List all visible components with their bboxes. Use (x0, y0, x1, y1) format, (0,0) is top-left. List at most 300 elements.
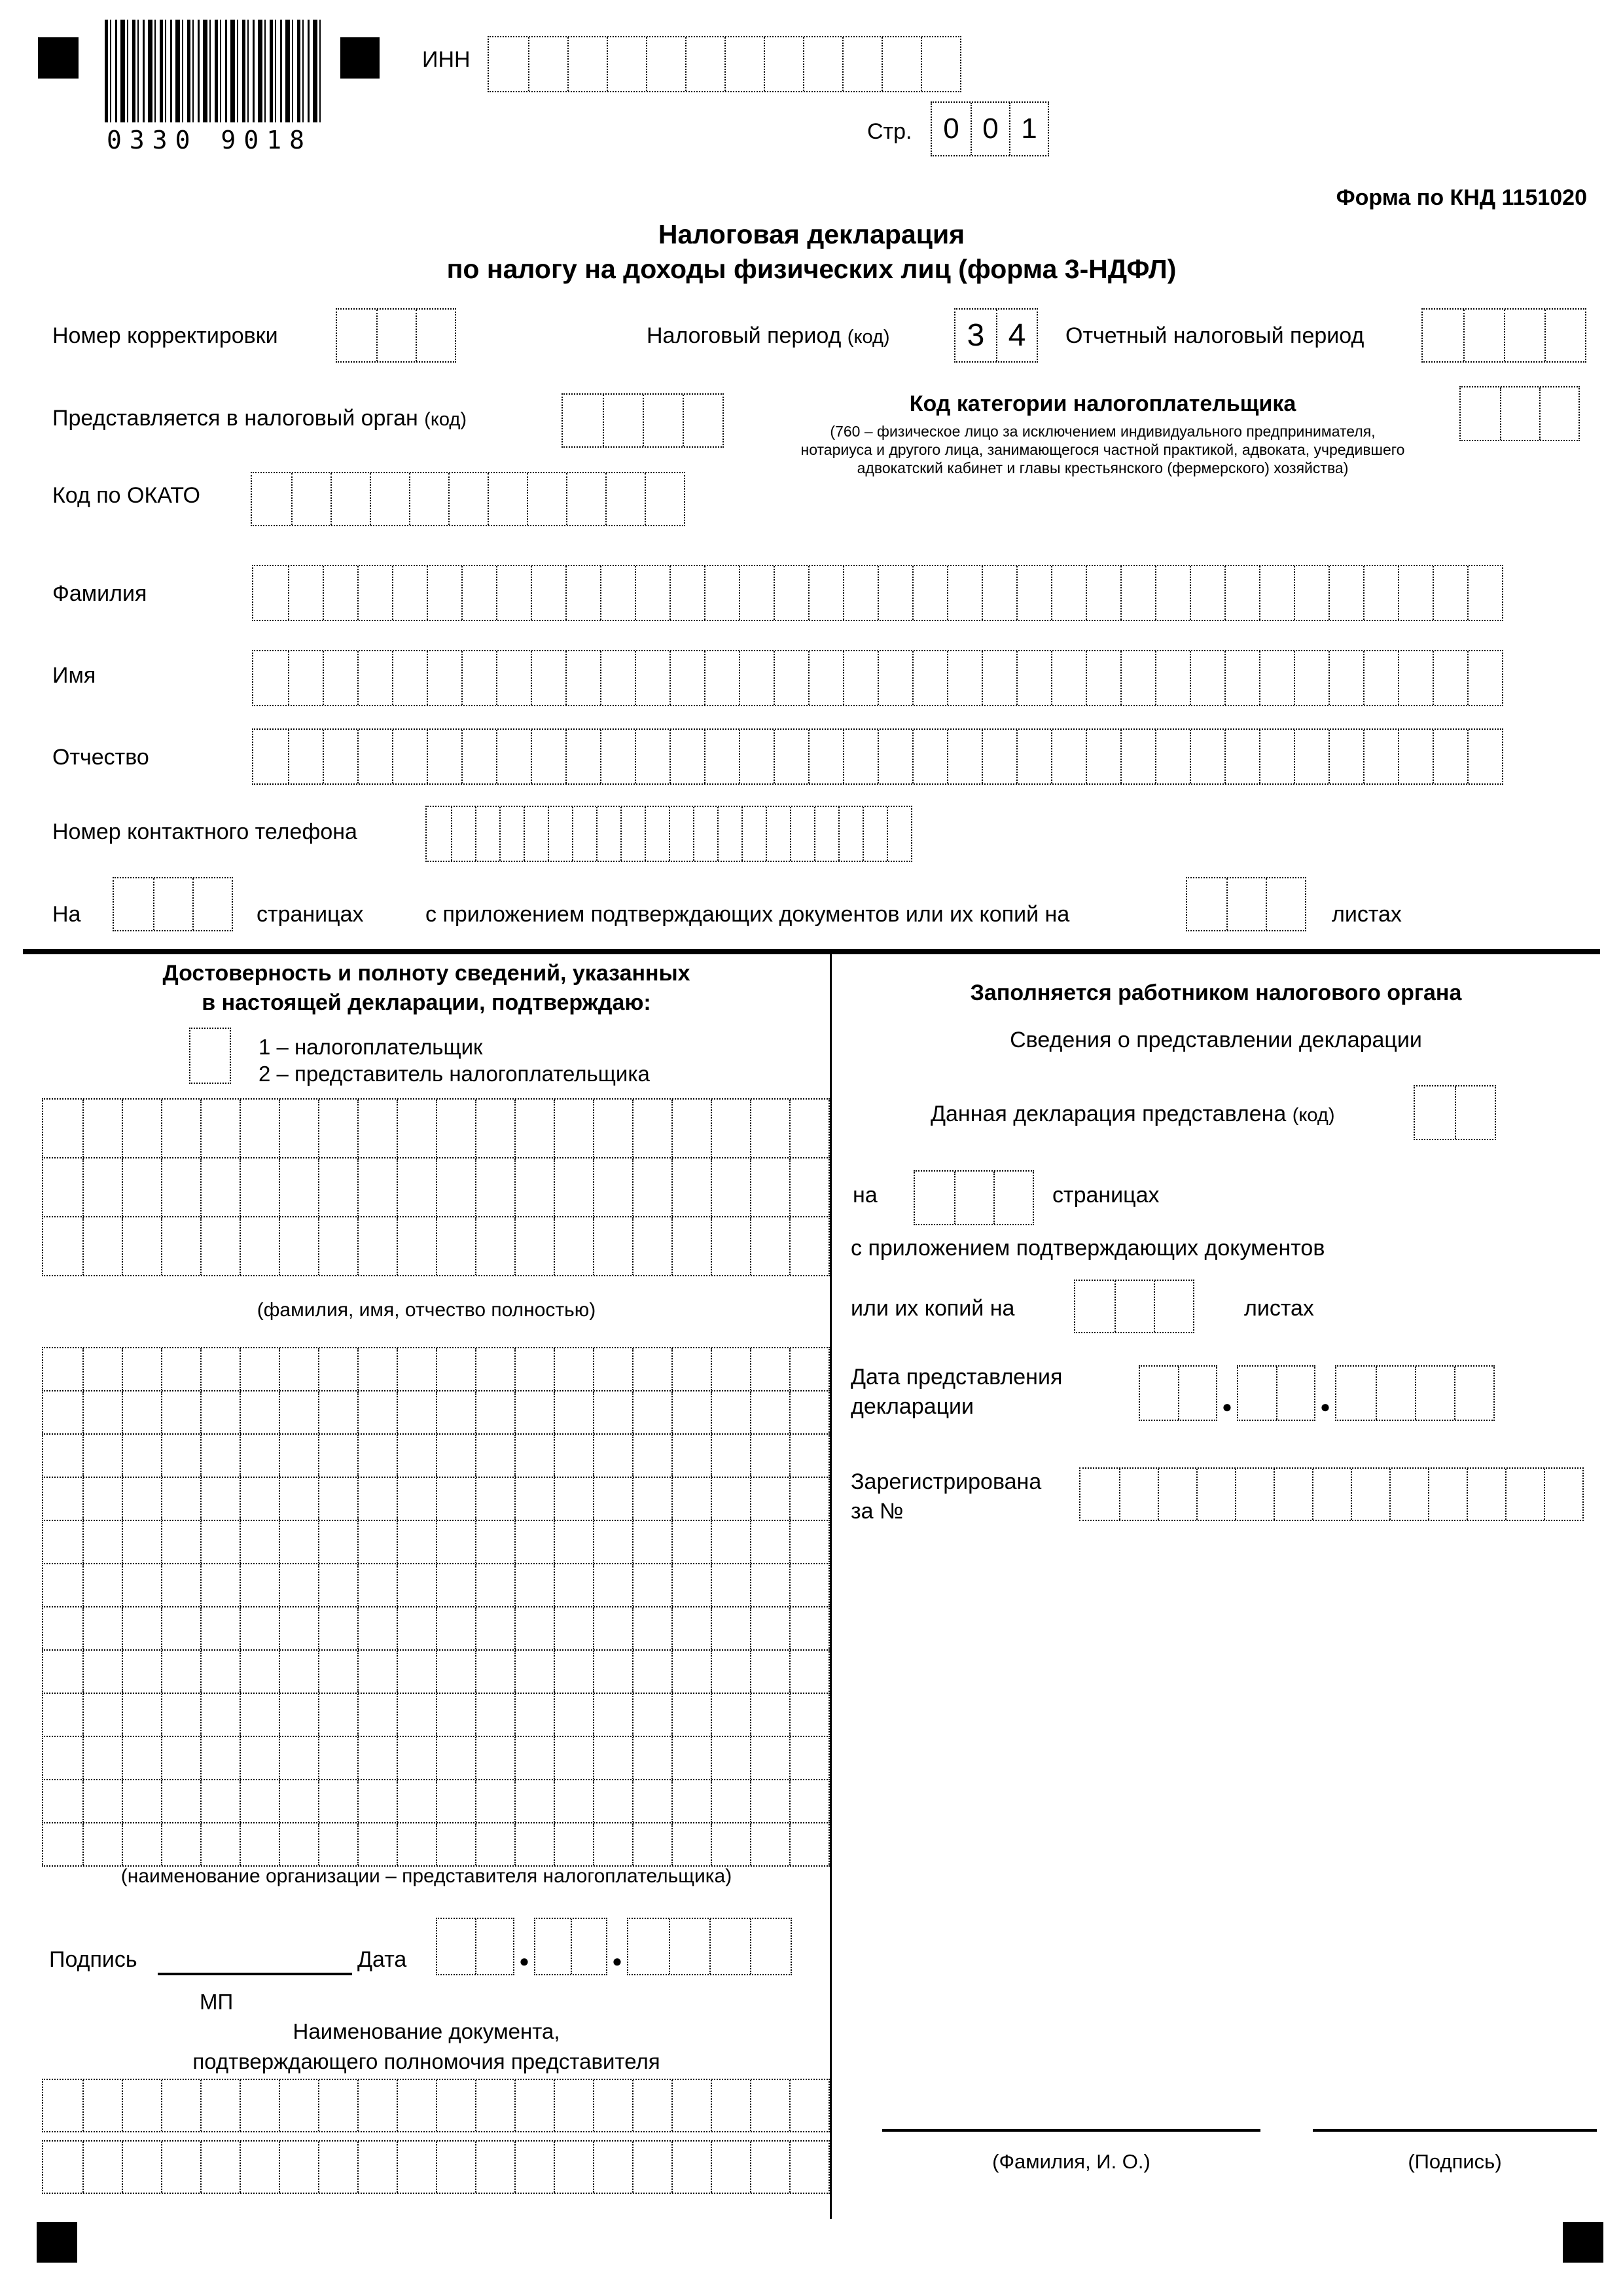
input-cell[interactable] (632, 1521, 671, 1563)
input-cell[interactable] (643, 395, 683, 446)
input-cell[interactable] (671, 1217, 711, 1275)
input-cell[interactable] (318, 1100, 357, 1157)
input-cell[interactable] (750, 1919, 791, 1974)
input-cell[interactable] (436, 1607, 475, 1649)
input-cell[interactable] (632, 1823, 671, 1865)
input-cell[interactable] (554, 2080, 593, 2131)
input-cell[interactable] (436, 1780, 475, 1822)
input-cell[interactable] (671, 1100, 711, 1157)
input-cell[interactable] (240, 1780, 279, 1822)
input-cell[interactable] (427, 651, 461, 705)
input-cell[interactable] (397, 1435, 436, 1477)
input-cell[interactable] (1294, 730, 1329, 783)
input-cell[interactable] (741, 807, 766, 861)
input-cell[interactable] (1428, 1469, 1467, 1520)
input-cell[interactable] (1539, 387, 1578, 440)
input-cell[interactable] (750, 2080, 789, 2131)
input-cell[interactable] (750, 1348, 789, 1390)
input-cell[interactable] (1415, 1086, 1455, 1139)
input-cell[interactable] (43, 1435, 82, 1477)
input-cell[interactable] (620, 807, 645, 861)
input-cell[interactable] (1433, 651, 1467, 705)
input-cell[interactable] (122, 1391, 161, 1433)
input-cell[interactable] (750, 1607, 789, 1649)
input-cell[interactable] (531, 651, 565, 705)
input-cell[interactable] (496, 651, 531, 705)
input-cell[interactable] (161, 1651, 200, 1693)
input-cell[interactable] (789, 2080, 829, 2131)
input-cell[interactable] (200, 1823, 240, 1865)
input-cell[interactable] (122, 1217, 161, 1275)
input-cell[interactable] (1075, 1281, 1115, 1332)
input-cell[interactable] (43, 2142, 82, 2193)
input-cell[interactable] (947, 730, 982, 783)
input-cell[interactable] (750, 1823, 789, 1865)
input-cell[interactable] (291, 473, 330, 525)
input-cell[interactable] (593, 1217, 632, 1275)
input-cell[interactable]: 4 (996, 310, 1037, 361)
input-cell[interactable] (323, 730, 357, 783)
input-cell[interactable] (671, 1158, 711, 1216)
input-cell[interactable] (397, 1391, 436, 1433)
input-cell[interactable] (750, 1737, 789, 1779)
input-cell[interactable] (357, 1823, 397, 1865)
input-cell[interactable]: 3 (967, 318, 985, 353)
input-cell[interactable] (240, 1217, 279, 1275)
input-cell[interactable] (1178, 1367, 1216, 1420)
input-cell[interactable] (982, 730, 1016, 783)
input-cell[interactable] (1016, 566, 1051, 620)
input-cell[interactable] (392, 730, 427, 783)
input-cell[interactable] (1119, 1469, 1158, 1520)
input-cell[interactable] (200, 1737, 240, 1779)
input-cell[interactable] (357, 1607, 397, 1649)
input-cell[interactable] (475, 2142, 514, 2193)
input-cell[interactable] (632, 1391, 671, 1433)
input-cell[interactable] (436, 1823, 475, 1865)
input-cell[interactable] (671, 1521, 711, 1563)
input-cell[interactable] (357, 651, 392, 705)
input-cell[interactable] (200, 1158, 240, 1216)
input-cell[interactable] (475, 1823, 514, 1865)
input-cell[interactable]: 0 (943, 113, 959, 145)
input-cell[interactable] (436, 2142, 475, 2193)
input-cell[interactable] (357, 1737, 397, 1779)
input-cell[interactable] (161, 1348, 200, 1390)
input-cell[interactable] (200, 1100, 240, 1157)
input-cell[interactable] (1016, 651, 1051, 705)
input-cell[interactable] (397, 1651, 436, 1693)
input-cell[interactable] (750, 1217, 789, 1275)
input-cell[interactable] (1433, 566, 1467, 620)
input-cell[interactable] (475, 1521, 514, 1563)
input-cell[interactable] (645, 473, 684, 525)
input-cell[interactable] (593, 1391, 632, 1433)
input-cell[interactable] (499, 807, 524, 861)
input-cell[interactable] (671, 1780, 711, 1822)
input-cell[interactable] (528, 37, 567, 91)
input-cell[interactable] (122, 1607, 161, 1649)
input-cell[interactable] (240, 2080, 279, 2131)
input-cell[interactable] (240, 1158, 279, 1216)
input-cell[interactable] (122, 1158, 161, 1216)
input-cell[interactable] (279, 1823, 318, 1865)
input-cell[interactable] (1454, 1367, 1493, 1420)
input-cell[interactable] (711, 1780, 750, 1822)
input-cell[interactable] (912, 566, 947, 620)
input-cell[interactable] (1294, 566, 1329, 620)
input-cell[interactable] (318, 1348, 357, 1390)
input-cell[interactable] (711, 1737, 750, 1779)
input-cell[interactable] (43, 2080, 82, 2131)
input-cell[interactable] (448, 473, 488, 525)
input-cell[interactable] (82, 1348, 122, 1390)
input-cell[interactable] (554, 1607, 593, 1649)
input-cell[interactable] (240, 1564, 279, 1606)
input-cell[interactable] (397, 1217, 436, 1275)
input-cell[interactable] (593, 1100, 632, 1157)
input-cell[interactable] (190, 1029, 230, 1083)
input-cell[interactable] (475, 807, 499, 861)
input-cell[interactable] (357, 566, 392, 620)
input-cell[interactable] (357, 1780, 397, 1822)
input-cell[interactable] (318, 1564, 357, 1606)
input-cell[interactable] (1259, 566, 1294, 620)
input-cell[interactable] (711, 1823, 750, 1865)
input-cell[interactable] (671, 1391, 711, 1433)
input-cell[interactable] (596, 807, 620, 861)
input-cell[interactable] (475, 1435, 514, 1477)
input-cell[interactable] (357, 1435, 397, 1477)
input-cell[interactable] (43, 1823, 82, 1865)
input-cell[interactable] (357, 1391, 397, 1433)
input-cell[interactable] (750, 2142, 789, 2193)
input-cell[interactable] (554, 1391, 593, 1433)
input-cell[interactable] (789, 1651, 829, 1693)
input-cell[interactable] (397, 1694, 436, 1736)
input-cell[interactable] (337, 310, 376, 361)
input-cell[interactable] (43, 1651, 82, 1693)
input-cell[interactable] (683, 395, 722, 446)
input-cell[interactable] (711, 1694, 750, 1736)
input-cell[interactable] (789, 1694, 829, 1736)
input-cell[interactable] (1086, 651, 1120, 705)
input-cell[interactable] (514, 1100, 554, 1157)
input-cell[interactable] (397, 1521, 436, 1563)
input-cell[interactable] (531, 730, 565, 783)
input-cell[interactable] (200, 1521, 240, 1563)
input-cell[interactable] (161, 1158, 200, 1216)
input-cell[interactable] (704, 651, 739, 705)
input-cell[interactable] (279, 1100, 318, 1157)
input-cell[interactable] (993, 1172, 1033, 1224)
input-cell[interactable] (1455, 1086, 1495, 1139)
input-cell[interactable] (475, 1780, 514, 1822)
input-cell[interactable] (1398, 566, 1433, 620)
input-cell[interactable] (318, 1158, 357, 1216)
input-cell[interactable] (693, 807, 717, 861)
input-cell[interactable] (330, 473, 370, 525)
input-cell[interactable] (789, 1780, 829, 1822)
input-cell[interactable] (43, 1564, 82, 1606)
input-cell[interactable] (514, 1435, 554, 1477)
input-cell[interactable] (514, 1478, 554, 1520)
input-cell[interactable] (593, 1823, 632, 1865)
input-cell[interactable] (593, 1564, 632, 1606)
input-cell[interactable] (711, 2080, 750, 2131)
input-cell[interactable] (838, 807, 863, 861)
input-cell[interactable] (1226, 878, 1266, 930)
input-cell[interactable] (1190, 651, 1224, 705)
input-cell[interactable] (632, 2080, 671, 2131)
input-cell[interactable] (200, 2080, 240, 2131)
input-cell[interactable] (514, 1348, 554, 1390)
input-cell[interactable] (1190, 730, 1224, 783)
input-cell[interactable] (279, 1780, 318, 1822)
input-cell[interactable] (436, 1158, 475, 1216)
input-cell[interactable] (671, 1478, 711, 1520)
input-cell[interactable] (954, 1172, 993, 1224)
input-cell[interactable] (1276, 1367, 1314, 1420)
input-cell[interactable] (514, 1694, 554, 1736)
input-cell[interactable] (789, 1607, 829, 1649)
input-cell[interactable] (376, 310, 416, 361)
input-cell[interactable] (1051, 566, 1086, 620)
input-cell[interactable] (789, 1435, 829, 1477)
input-cell[interactable] (475, 1919, 513, 1974)
input-cell[interactable] (240, 1100, 279, 1157)
input-cell[interactable] (475, 2080, 514, 2131)
input-cell[interactable] (43, 1217, 82, 1275)
input-cell[interactable] (750, 1158, 789, 1216)
input-cell[interactable] (1190, 566, 1224, 620)
input-cell[interactable] (427, 730, 461, 783)
input-cell[interactable] (669, 730, 704, 783)
input-cell[interactable] (1051, 730, 1086, 783)
input-cell[interactable] (739, 730, 774, 783)
input-cell[interactable] (789, 2142, 829, 2193)
input-cell[interactable] (814, 807, 838, 861)
input-cell[interactable] (475, 1100, 514, 1157)
input-cell[interactable] (554, 1521, 593, 1563)
input-cell[interactable] (554, 1478, 593, 1520)
input-cell[interactable] (600, 730, 635, 783)
input-cell[interactable] (122, 1694, 161, 1736)
input-cell[interactable] (82, 1737, 122, 1779)
input-cell[interactable] (240, 1823, 279, 1865)
input-cell[interactable] (632, 1564, 671, 1606)
input-cell[interactable] (1336, 1367, 1376, 1420)
input-cell[interactable] (240, 1694, 279, 1736)
input-cell[interactable] (279, 1348, 318, 1390)
input-cell[interactable] (122, 1564, 161, 1606)
input-cell[interactable] (357, 1217, 397, 1275)
input-cell[interactable] (475, 1391, 514, 1433)
input-cell[interactable] (397, 1478, 436, 1520)
input-cell[interactable] (161, 1780, 200, 1822)
input-cell[interactable] (1398, 730, 1433, 783)
input-cell[interactable] (600, 566, 635, 620)
input-cell[interactable] (318, 1217, 357, 1275)
input-cell[interactable] (43, 1478, 82, 1520)
input-cell[interactable] (43, 1694, 82, 1736)
input-cell[interactable] (161, 1391, 200, 1433)
input-cell[interactable] (397, 1564, 436, 1606)
input-cell[interactable] (357, 2080, 397, 2131)
input-cell[interactable] (153, 878, 192, 930)
input-cell[interactable] (717, 807, 741, 861)
officer-signature-line[interactable] (1313, 2129, 1597, 2132)
input-cell[interactable] (357, 1348, 397, 1390)
input-cell[interactable] (82, 1564, 122, 1606)
input-cell[interactable] (1224, 566, 1259, 620)
input-cell[interactable] (161, 1737, 200, 1779)
input-cell[interactable] (750, 1435, 789, 1477)
input-cell[interactable] (535, 1919, 571, 1974)
input-cell[interactable] (318, 1651, 357, 1693)
input-cell[interactable] (82, 1435, 122, 1477)
input-cell[interactable] (318, 1607, 357, 1649)
input-cell[interactable] (82, 1100, 122, 1157)
input-cell[interactable] (436, 1737, 475, 1779)
input-cell[interactable] (43, 1521, 82, 1563)
input-cell[interactable] (764, 37, 803, 91)
input-cell[interactable] (632, 1478, 671, 1520)
input-cell[interactable] (1500, 387, 1539, 440)
input-cell[interactable] (397, 1780, 436, 1822)
input-cell[interactable] (600, 651, 635, 705)
input-cell[interactable] (318, 1435, 357, 1477)
input-cell[interactable] (1467, 651, 1502, 705)
input-cell[interactable] (436, 1521, 475, 1563)
input-cell[interactable] (632, 1100, 671, 1157)
input-cell[interactable] (789, 1391, 829, 1433)
input-cell[interactable] (279, 2080, 318, 2131)
input-cell[interactable] (240, 1607, 279, 1649)
input-cell[interactable] (593, 1737, 632, 1779)
input-cell[interactable] (279, 1521, 318, 1563)
input-cell[interactable] (635, 566, 669, 620)
input-cell[interactable] (114, 878, 153, 930)
input-cell[interactable] (750, 1100, 789, 1157)
input-cell[interactable] (566, 473, 605, 525)
input-cell[interactable] (279, 1435, 318, 1477)
input-cell[interactable] (1224, 730, 1259, 783)
input-cell[interactable] (632, 1780, 671, 1822)
input-cell[interactable] (1266, 878, 1305, 930)
input-cell[interactable] (357, 1521, 397, 1563)
input-cell[interactable] (671, 1564, 711, 1606)
input-cell[interactable] (357, 1478, 397, 1520)
input-cell[interactable] (593, 2142, 632, 2193)
input-cell[interactable] (711, 1435, 750, 1477)
input-cell[interactable] (878, 566, 912, 620)
input-cell[interactable] (82, 1391, 122, 1433)
input-cell[interactable] (1259, 651, 1294, 705)
input-cell[interactable] (161, 1478, 200, 1520)
input-cell[interactable] (803, 37, 842, 91)
input-cell[interactable] (397, 1100, 436, 1157)
input-cell[interactable] (711, 1348, 750, 1390)
input-cell[interactable] (318, 1694, 357, 1736)
input-cell[interactable] (808, 730, 843, 783)
input-cell[interactable] (669, 651, 704, 705)
input-cell[interactable] (1259, 730, 1294, 783)
input-cell[interactable] (122, 1651, 161, 1693)
input-cell[interactable] (279, 1564, 318, 1606)
input-cell[interactable] (122, 2080, 161, 2131)
input-cell[interactable] (669, 1919, 709, 1974)
input-cell[interactable] (593, 1607, 632, 1649)
input-cell[interactable] (161, 1435, 200, 1477)
input-cell[interactable] (318, 1521, 357, 1563)
input-cell[interactable] (514, 1823, 554, 1865)
input-cell[interactable] (789, 1217, 829, 1275)
input-cell[interactable] (671, 1823, 711, 1865)
input-cell[interactable] (603, 395, 643, 446)
input-cell[interactable] (808, 651, 843, 705)
input-cell[interactable] (288, 651, 323, 705)
input-cell[interactable] (1294, 651, 1329, 705)
input-cell[interactable] (554, 2142, 593, 2193)
input-cell[interactable] (122, 1348, 161, 1390)
input-cell[interactable] (632, 2142, 671, 2193)
input-cell[interactable] (632, 1737, 671, 1779)
input-cell[interactable] (671, 1348, 711, 1390)
input-cell[interactable] (161, 1564, 200, 1606)
input-cell[interactable] (82, 2142, 122, 2193)
input-cell[interactable] (789, 1564, 829, 1606)
input-cell[interactable] (461, 566, 496, 620)
input-cell[interactable] (1274, 1469, 1312, 1520)
input-cell[interactable] (887, 807, 911, 861)
input-cell[interactable] (1467, 566, 1502, 620)
input-cell[interactable] (161, 1823, 200, 1865)
input-cell[interactable] (704, 730, 739, 783)
input-cell[interactable] (671, 2142, 711, 2193)
input-cell[interactable] (912, 651, 947, 705)
input-cell[interactable] (253, 730, 288, 783)
input-cell[interactable] (475, 1651, 514, 1693)
input-cell[interactable] (789, 1737, 829, 1779)
input-cell[interactable] (750, 1478, 789, 1520)
input-cell[interactable] (514, 1651, 554, 1693)
input-cell[interactable] (711, 1391, 750, 1433)
input-cell[interactable] (554, 1737, 593, 1779)
input-cell[interactable] (279, 1694, 318, 1736)
input-cell[interactable] (1120, 566, 1155, 620)
input-cell[interactable] (671, 2080, 711, 2131)
input-cell[interactable] (288, 566, 323, 620)
input-cell[interactable] (43, 1780, 82, 1822)
input-cell[interactable] (724, 37, 764, 91)
input-cell[interactable] (843, 566, 878, 620)
input-cell[interactable]: 1 (1009, 103, 1048, 155)
input-cell[interactable] (200, 1651, 240, 1693)
input-cell[interactable] (397, 1348, 436, 1390)
input-cell[interactable] (436, 1651, 475, 1693)
input-cell[interactable]: 0 (971, 103, 1009, 155)
input-cell[interactable] (475, 1607, 514, 1649)
input-cell[interactable] (709, 1919, 750, 1974)
input-cell[interactable] (671, 1607, 711, 1649)
input-cell[interactable] (461, 730, 496, 783)
input-cell[interactable] (593, 1521, 632, 1563)
input-cell[interactable] (1329, 651, 1363, 705)
input-cell[interactable] (632, 1694, 671, 1736)
input-cell[interactable] (1086, 730, 1120, 783)
input-cell[interactable] (1463, 310, 1504, 361)
